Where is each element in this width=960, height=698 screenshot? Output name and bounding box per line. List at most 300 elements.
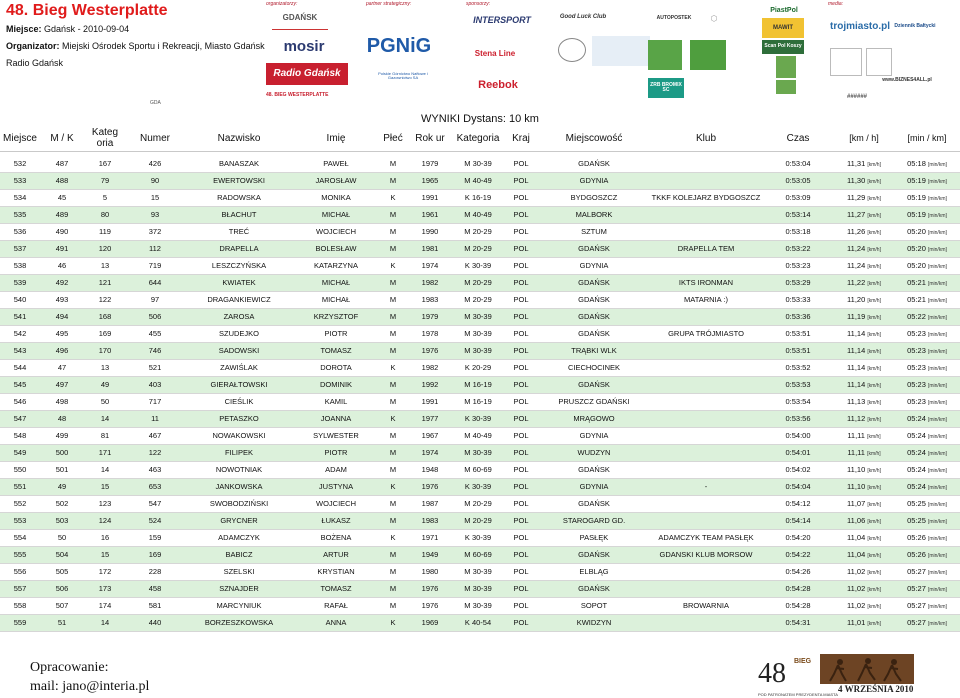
cell-club [650,308,762,325]
cell-time [762,206,834,223]
cell-gender-place [40,461,84,478]
cell-value: 45 [57,193,67,202]
pace-unit: [min/km] [927,570,947,576]
cell-place [0,563,40,580]
cell-birth-year [408,359,452,376]
cell-first-name [294,529,378,546]
cell-birth-year [408,546,452,563]
cell-value: 538 [13,261,27,270]
cell-sex [378,410,408,427]
cell-city [538,495,650,512]
cell-value: 11,10 [847,465,866,474]
cell-value: 0:53:23 [785,261,811,270]
cell-speed [834,614,894,631]
cell-first-name [294,597,378,614]
cell-value: 552 [13,499,27,508]
cell-value: 426 [148,158,162,168]
runners-graphic [820,654,914,684]
cell-category-place [84,376,126,393]
cell-value: 548 [13,431,27,440]
cell-gender-place [40,359,84,376]
speed-unit: [km/h] [867,349,881,355]
cell-category [452,529,504,546]
cell-value: K [390,414,396,423]
cell-time [762,325,834,342]
cell-pace [894,512,960,529]
cell-value: POL [513,550,529,559]
cell-value: 05:22 [907,312,926,321]
cell-value: M 60-69 [464,550,492,559]
cell-value: 1949 [421,550,439,559]
cell-time [762,580,834,597]
cell-value: 1982 [421,278,439,287]
cell-pace [894,257,960,274]
cell-value: M [389,448,397,457]
cell-value: M [389,397,397,406]
sponsor-banner [262,0,960,104]
cell-value: TKKF KOLEJARZ BYDGOSZCZ [651,193,761,202]
cell-bib-number [126,563,184,580]
cell-value: 533 [13,176,27,185]
cell-time [762,359,834,376]
cell-value: GDAŃSK [578,380,610,389]
cell-value: 05:23 [907,363,926,372]
cell-sex [378,359,408,376]
col-header-category: Kategoria [452,126,504,151]
cell-city [538,359,650,376]
cell-city [538,546,650,563]
cell-place [0,529,40,546]
cell-category-place [84,461,126,478]
cell-club [650,291,762,308]
cell-value: 549 [13,448,27,457]
cell-value: 500 [55,448,69,457]
cell-city [538,427,650,444]
cell-value: 05:27 [907,567,926,576]
cell-bib-number [126,580,184,597]
cell-place [0,308,40,325]
cell-birth-year [408,240,452,257]
cell-value: PASŁĘK [579,533,609,542]
cell-category-place [84,529,126,546]
badge-number: 48 [758,658,786,689]
cell-value: 553 [13,516,27,525]
speed-unit: [km/h] [867,468,881,474]
label-organizers: organizatorzy: [266,1,298,7]
cell-speed [834,597,894,614]
cell-value: BORZESZKOWSKA [204,618,274,627]
cell-value: 170 [98,346,112,355]
cell-value: BROWARNIA [683,601,729,610]
cell-value: 05:27 [907,601,926,610]
cell-value: 463 [148,465,162,474]
table-row [0,291,960,308]
cell-country [504,597,538,614]
cell-surname [184,376,294,393]
cell-value: M [389,499,397,508]
pace-unit: [min/km] [927,604,947,610]
cell-pace [894,393,960,410]
cell-value: 05:23 [907,380,926,389]
cell-first-name [294,512,378,529]
cell-value: 122 [148,448,162,457]
cell-surname [184,342,294,359]
cell-value: 1982 [421,363,439,372]
cell-pace [894,359,960,376]
speed-unit: [km/h] [867,451,881,457]
cell-city [538,444,650,461]
cell-value: M 30-39 [464,448,492,457]
col-header-city: Miejscowość [538,126,650,151]
cell-value: BANASZAK [218,158,259,168]
pace-unit: [min/km] [927,247,947,253]
cell-value: 11,02 [847,567,866,576]
cell-speed [834,444,894,461]
pace-unit: [min/km] [927,587,947,593]
cell-city [538,580,650,597]
cell-value: 11,07 [847,499,866,508]
cell-sex [378,291,408,308]
cell-first-name [294,342,378,359]
cell-value: GDANSKI KLUB MORSOW [659,550,753,559]
table-row [0,461,960,478]
cell-first-name [294,291,378,308]
cell-birth-year [408,291,452,308]
cell-speed [834,461,894,478]
cell-time [762,376,834,393]
cell-pace [894,580,960,597]
cell-club [650,155,762,172]
cell-category [452,614,504,631]
cell-value: 489 [55,210,69,219]
cell-category-place [84,393,126,410]
cell-value: M [389,550,397,559]
cell-gender-place [40,274,84,291]
results-body [0,151,960,631]
cell-value: JOANNA [320,414,352,423]
cell-gender-place [40,376,84,393]
footer-label: Opracowanie: [30,660,109,675]
cell-pace [894,342,960,359]
cell-value: POL [513,499,529,508]
cell-value: 653 [148,482,162,491]
round-emblem-logo [558,38,586,62]
pace-unit: [min/km] [927,366,947,372]
cell-value: POL [513,380,529,389]
cell-birth-year [408,597,452,614]
cell-country [504,376,538,393]
speed-unit: [km/h] [867,281,881,287]
pace-unit: [min/km] [927,196,947,202]
cell-club [650,580,762,597]
pace-unit: [min/km] [927,621,947,627]
cell-value: 47 [57,363,67,372]
cell-speed [834,359,894,376]
pace-unit: [min/km] [927,519,947,525]
cell-value: M 20-29 [464,227,492,236]
cell-birth-year [408,274,452,291]
cell-value: 11,10 [847,482,866,491]
cell-value: K 30-39 [464,482,492,491]
cell-value: 11,30 [847,176,866,185]
table-row [0,189,960,206]
cell-birth-year [408,512,452,529]
cell-value: 547 [13,414,27,423]
cell-club [650,376,762,393]
cell-speed [834,291,894,308]
cell-value: KATARZYNA [314,261,358,270]
cell-country [504,529,538,546]
cell-value: 0:54:28 [785,601,811,610]
cell-category-place [84,308,126,325]
cell-surname [184,580,294,597]
speed-unit: [km/h] [867,366,881,372]
cell-value: KAMIL [324,397,348,406]
cell-value: 174 [98,601,112,610]
cell-time [762,478,834,495]
cell-value: 14 [100,414,110,423]
cell-value: MRĄGOWO [573,414,615,423]
cell-value: JANKOWSKA [215,482,263,491]
cell-place [0,223,40,240]
cell-speed [834,206,894,223]
cell-value: 11,24 [847,261,866,270]
cell-pace [894,529,960,546]
cell-value: M [389,244,397,253]
event-place [6,24,129,34]
cell-value: 0:53:36 [785,312,811,321]
cell-value: POL [513,482,529,491]
cell-value: WUDZYN [577,448,611,457]
pace-unit: [min/km] [927,161,947,168]
cell-value: 551 [13,482,27,491]
cell-value: POL [513,363,529,372]
cell-surname [184,427,294,444]
cell-bib-number [126,478,184,495]
cell-value: 11,20 [847,295,866,304]
cell-gender-place [40,597,84,614]
cell-gender-place [40,189,84,206]
cell-club [650,444,762,461]
cell-club [650,410,762,427]
cell-value: 0:53:09 [785,193,811,202]
table-row [0,308,960,325]
cell-value: 16 [100,533,110,542]
cell-value: 11,11 [847,448,865,457]
cell-value: 550 [13,465,27,474]
pace-unit: [min/km] [927,417,947,423]
cell-gender-place [40,614,84,631]
westerplatte-banner: 48. BIEG WESTERPLATTE [266,92,329,98]
cell-birth-year [408,427,452,444]
cell-value: M [389,278,397,287]
cell-category-place [84,240,126,257]
cell-value: M [389,516,397,525]
cell-value: POL [513,533,529,542]
cell-value: 11,26 [847,227,866,236]
cell-surname [184,325,294,342]
cell-place [0,546,40,563]
cell-value: 503 [55,516,69,525]
cell-value: 05:26 [907,533,926,542]
cell-category [452,223,504,240]
cell-value: KRZYSZTOF [313,312,359,321]
cell-value: 11,13 [847,397,866,406]
speed-unit: [km/h] [867,230,881,236]
cell-value: IKTS IRONMAN [678,278,734,287]
good-luck-club-logo: Good Luck Club [559,13,607,20]
cell-value: GIERAŁTOWSKI [210,380,268,389]
sponsor-logo-tiny [592,80,642,90]
col-header-birth-year: Rok ur [408,126,452,151]
cell-bib-number [126,325,184,342]
cell-value: 1974 [421,448,439,457]
cell-value: K [390,482,396,491]
cell-place [0,444,40,461]
organizer-value: Miejski Ośrodek Sportu i Rekreacji, Miasto Gdańsk [62,41,265,51]
cell-speed [834,325,894,342]
cell-category [452,444,504,461]
cell-value: 168 [98,312,112,321]
piastpol-logo: PiastPol [770,7,798,15]
cell-value: 112 [149,244,161,253]
biznes4all-logo: www.BIZNES4ALL.pl [882,77,932,84]
cell-value: GDAŃSK [578,158,610,168]
cell-value: M [389,567,397,576]
cell-value: 717 [148,397,162,406]
table-row [0,206,960,223]
table-row [0,478,960,495]
cell-time [762,427,834,444]
cell-value: 0:54:14 [785,516,811,525]
cell-speed [834,478,894,495]
cell-value: 1990 [421,227,439,236]
cell-value: 11,06 [847,516,866,525]
cell-value: 49 [57,482,67,491]
cell-country [504,223,538,240]
cell-country [504,495,538,512]
cell-value: 79 [100,176,110,185]
cell-value: 537 [13,244,27,253]
cell-first-name [294,614,378,631]
cell-value: 0:54:28 [785,584,811,593]
cell-time [762,223,834,240]
cell-club [650,274,762,291]
cell-value: 05:19 [907,210,926,219]
cell-category-place [84,223,126,240]
cell-value: 05:27 [907,584,926,593]
cell-surname [184,529,294,546]
cell-speed [834,529,894,546]
cell-value: M [389,431,397,440]
table-row [0,495,960,512]
cell-value: CIECHOCINEK [567,363,621,372]
cell-country [504,325,538,342]
cell-value: 546 [13,397,27,406]
cell-value: M [389,329,397,338]
cell-value: 1977 [421,414,439,423]
cell-first-name [294,546,378,563]
cell-sex [378,274,408,291]
cell-time [762,257,834,274]
cell-sex [378,257,408,274]
cell-value: 11,02 [847,601,866,610]
cell-first-name [294,359,378,376]
cell-bib-number [126,614,184,631]
pace-unit: [min/km] [927,349,947,355]
cell-birth-year [408,444,452,461]
cell-value: 11,01 [847,618,866,627]
cell-place [0,240,40,257]
col-header-club: Klub [650,126,762,151]
cell-value: SZELSKI [223,567,255,576]
col-header-gender-place: M / K [40,126,84,151]
cell-value: 581 [148,601,162,610]
cell-value: 1976 [421,601,439,610]
cell-value: 0:53:56 [785,414,811,423]
cell-sex [378,155,408,172]
cell-value: 1992 [421,380,439,389]
cell-first-name [294,410,378,427]
cell-value: PETASZKO [219,414,259,423]
cell-value: 11,27 [847,210,866,219]
cell-value: MICHAŁ [321,278,351,287]
cell-value: EWERTOWSKI [213,176,265,185]
cell-birth-year [408,478,452,495]
cell-first-name [294,308,378,325]
cell-value: GDYNIA [579,431,609,440]
cell-city [538,614,650,631]
cell-city [538,478,650,495]
cell-gender-place [40,512,84,529]
cell-category [452,563,504,580]
cell-sex [378,546,408,563]
cell-surname [184,444,294,461]
cell-surname [184,359,294,376]
cell-value: 746 [148,346,162,355]
cell-first-name [294,155,378,172]
cell-city [538,155,650,172]
cell-value: K 30-39 [464,414,492,423]
cell-value: 495 [55,329,69,338]
cell-value: STAROGARD GD. [562,516,626,525]
cell-sex [378,240,408,257]
cell-sex [378,308,408,325]
cell-first-name [294,172,378,189]
cell-value: 15 [150,193,160,202]
cell-value: NOWAKOWSKI [212,431,266,440]
cell-place [0,155,40,172]
cell-value: 0:53:04 [785,158,811,168]
cell-category-place [84,512,126,529]
cell-value: 0:53:53 [785,380,811,389]
cell-birth-year [408,172,452,189]
media-logo-1 [830,48,862,76]
cell-value: 14 [100,618,110,627]
cell-value: FILIPEK [225,448,253,457]
cell-value: 1983 [421,516,439,525]
speed-unit: [km/h] [867,604,881,610]
cell-value: 0:53:05 [785,176,811,185]
cell-club [650,240,762,257]
footer-credits [30,658,149,696]
cell-club [650,257,762,274]
col-header-pace: [min / km] [894,126,960,151]
cell-surname [184,155,294,172]
cell-value: 497 [55,380,69,389]
pace-unit: [min/km] [927,332,947,338]
cell-category [452,597,504,614]
